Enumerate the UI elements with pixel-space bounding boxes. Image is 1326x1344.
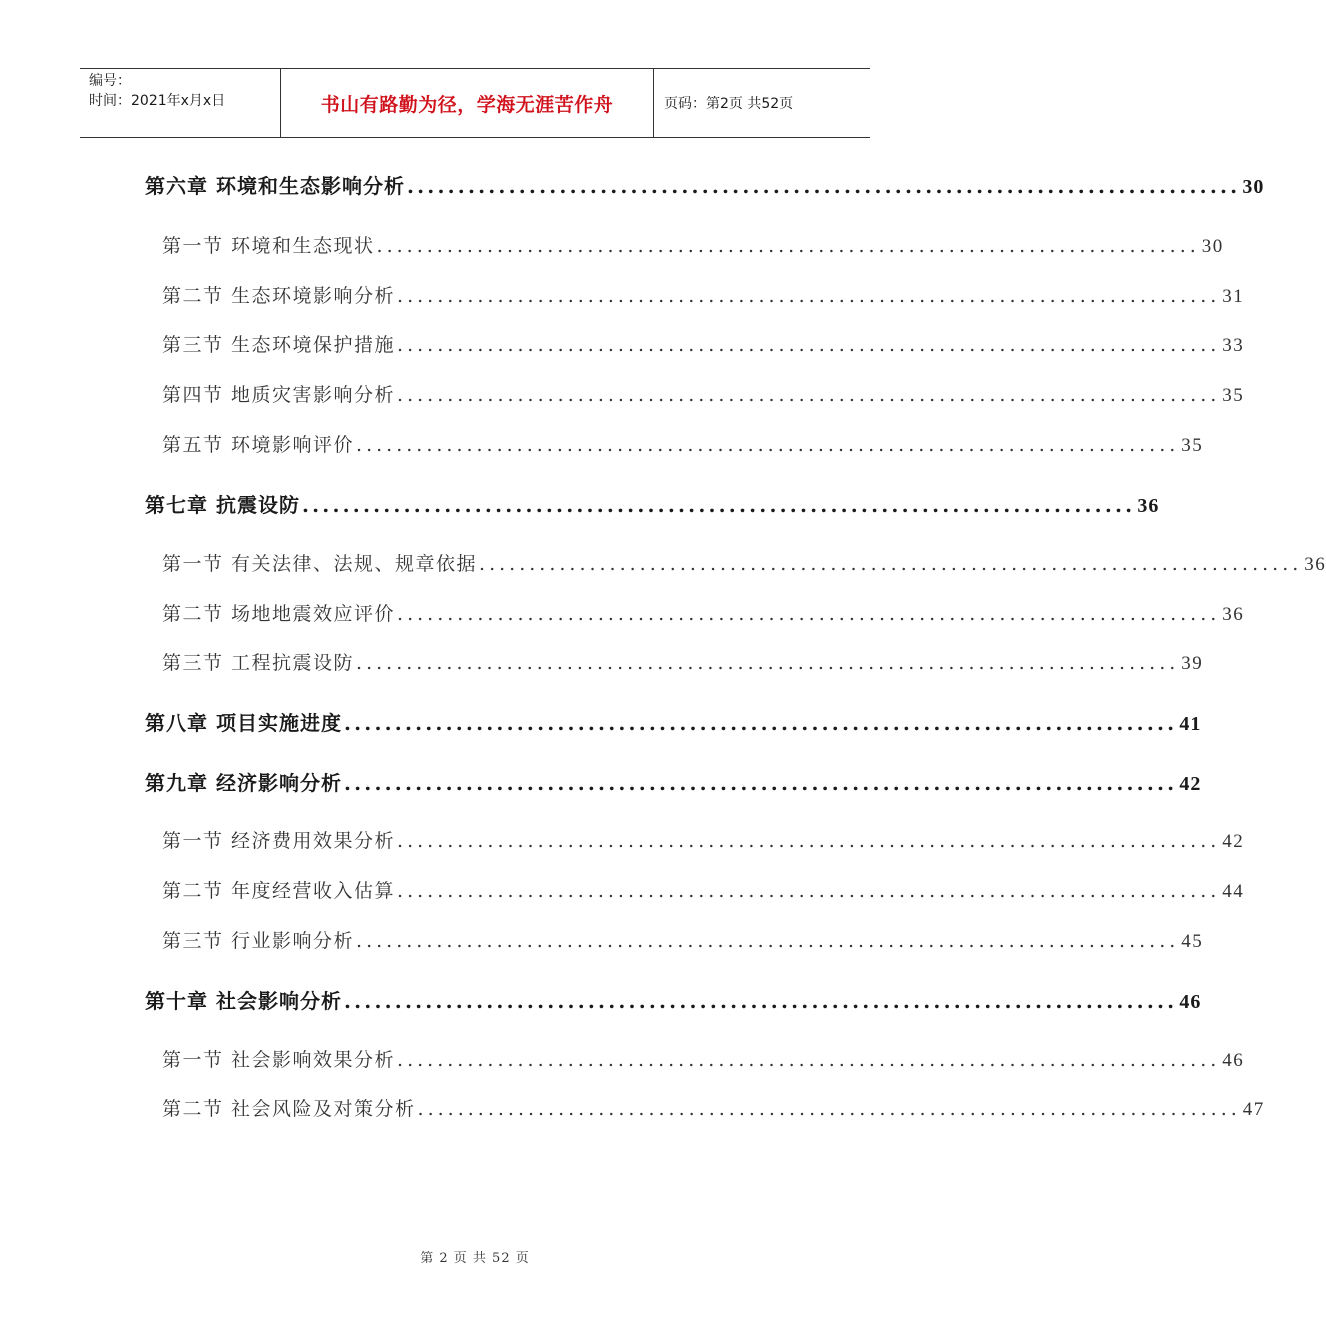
toc-page-number: 42 bbox=[1222, 831, 1245, 852]
toc-page-number: 30 bbox=[1242, 176, 1265, 198]
toc-page-number: 30 bbox=[1201, 236, 1224, 257]
toc-section[interactable] bbox=[162, 430, 1204, 457]
page-header bbox=[80, 68, 870, 138]
toc-entry-title: 第一节 经济费用效果分析 bbox=[162, 830, 396, 852]
toc-entry-title: 第八章 项目实施进度 bbox=[145, 711, 342, 735]
header-motto: 书山有路勤为径，学海无涯苦作舟 bbox=[281, 69, 654, 137]
toc-dot-leader: .................................................................................. bbox=[343, 771, 1178, 795]
toc-entry-title: 第二节 场地地震效应评价 bbox=[162, 603, 396, 625]
toc-entry-title: 第二节 生态环境影响分析 bbox=[162, 285, 396, 307]
toc-entry-title: 第七章 抗震设防 bbox=[145, 493, 300, 517]
toc-page-number: 39 bbox=[1181, 653, 1204, 674]
toc-section[interactable] bbox=[162, 1045, 1245, 1072]
toc-page-number: 46 bbox=[1179, 991, 1202, 1013]
toc-dot-leader: .................................................................................. bbox=[406, 174, 1241, 198]
toc-dot-leader: .................................................................................. bbox=[397, 830, 1221, 852]
toc-entry-title: 第二节 社会风险及对策分析 bbox=[162, 1098, 416, 1120]
toc-dot-leader: .................................................................................. bbox=[417, 1098, 1241, 1120]
document-time-label: 时间：2021年x月x日 bbox=[89, 93, 226, 109]
toc-page-number: 35 bbox=[1181, 435, 1204, 456]
toc-page-number: 31 bbox=[1222, 286, 1245, 307]
toc-page-number: 35 bbox=[1222, 385, 1245, 406]
toc-dot-leader: .................................................................................. bbox=[397, 1049, 1221, 1071]
toc-chapter[interactable] bbox=[145, 170, 1265, 199]
toc-entry-title: 第三节 工程抗震设防 bbox=[162, 652, 355, 674]
toc-section[interactable] bbox=[162, 380, 1245, 407]
toc-dot-leader: .................................................................................. bbox=[479, 553, 1303, 575]
toc-dot-leader: .................................................................................. bbox=[356, 930, 1180, 952]
toc-section[interactable] bbox=[162, 281, 1245, 308]
toc-chapter[interactable] bbox=[145, 767, 1202, 796]
toc-section[interactable] bbox=[162, 330, 1245, 357]
toc-section[interactable] bbox=[162, 826, 1245, 853]
toc-entry-title: 第十章 社会影响分析 bbox=[145, 989, 342, 1013]
document-number-label: 编号： bbox=[89, 73, 131, 89]
toc-dot-leader: .................................................................................. bbox=[343, 711, 1178, 735]
page-footer: 第 2 页 共 52 页 bbox=[420, 1251, 530, 1266]
toc-dot-leader: .................................................................................. bbox=[356, 434, 1180, 456]
toc-dot-leader: .................................................................................. bbox=[301, 493, 1136, 517]
toc-section[interactable] bbox=[162, 1094, 1265, 1121]
toc-section[interactable] bbox=[162, 599, 1245, 626]
toc-entry-title: 第一节 社会影响效果分析 bbox=[162, 1049, 396, 1071]
toc-section[interactable] bbox=[162, 231, 1224, 258]
toc-page-number: 41 bbox=[1179, 713, 1202, 735]
toc-entry-title: 第三节 生态环境保护措施 bbox=[162, 334, 396, 356]
header-page-code: 页码：第2页 共52页 bbox=[664, 96, 794, 112]
toc-page-number: 45 bbox=[1181, 931, 1204, 952]
toc-dot-leader: .................................................................................. bbox=[397, 603, 1221, 625]
toc-dot-leader: .................................................................................. bbox=[397, 880, 1221, 902]
toc-entry-title: 第一节 环境和生态现状 bbox=[162, 235, 375, 257]
toc-entry-title: 第九章 经济影响分析 bbox=[145, 771, 342, 795]
toc-entry-title: 第四节 地质灾害影响分析 bbox=[162, 384, 396, 406]
toc-entry-title: 第二节 年度经营收入估算 bbox=[162, 880, 396, 902]
toc-entry-title: 第五节 环境影响评价 bbox=[162, 434, 355, 456]
toc-dot-leader: .................................................................................. bbox=[397, 285, 1221, 307]
toc-section[interactable] bbox=[162, 549, 1326, 576]
header-meta bbox=[80, 69, 281, 137]
toc-entry-title: 第三节 行业影响分析 bbox=[162, 930, 355, 952]
toc-dot-leader: .................................................................................. bbox=[343, 989, 1178, 1013]
toc-chapter[interactable] bbox=[145, 985, 1202, 1014]
toc-page-number: 33 bbox=[1222, 335, 1245, 356]
toc-dot-leader: .................................................................................. bbox=[397, 384, 1221, 406]
toc-entry-title: 第一节 有关法律、法规、规章依据 bbox=[162, 553, 478, 575]
toc-section[interactable] bbox=[162, 876, 1245, 903]
toc-section[interactable] bbox=[162, 926, 1204, 953]
toc-chapter[interactable] bbox=[145, 489, 1160, 518]
toc-page-number: 44 bbox=[1222, 881, 1245, 902]
toc-dot-leader: .................................................................................. bbox=[376, 235, 1200, 257]
toc-section[interactable] bbox=[162, 648, 1204, 675]
toc-page-number: 36 bbox=[1137, 495, 1160, 517]
toc-page-number: 47 bbox=[1242, 1099, 1265, 1120]
toc-dot-leader: .................................................................................. bbox=[397, 334, 1221, 356]
toc-dot-leader: .................................................................................. bbox=[356, 652, 1180, 674]
toc-page-number: 42 bbox=[1179, 773, 1202, 795]
toc-chapter[interactable] bbox=[145, 707, 1202, 736]
toc-entry-title: 第六章 环境和生态影响分析 bbox=[145, 174, 405, 198]
toc-page-number: 36 bbox=[1222, 604, 1245, 625]
toc-page-number: 46 bbox=[1222, 1050, 1245, 1071]
toc-page-number: 36 bbox=[1304, 554, 1326, 575]
